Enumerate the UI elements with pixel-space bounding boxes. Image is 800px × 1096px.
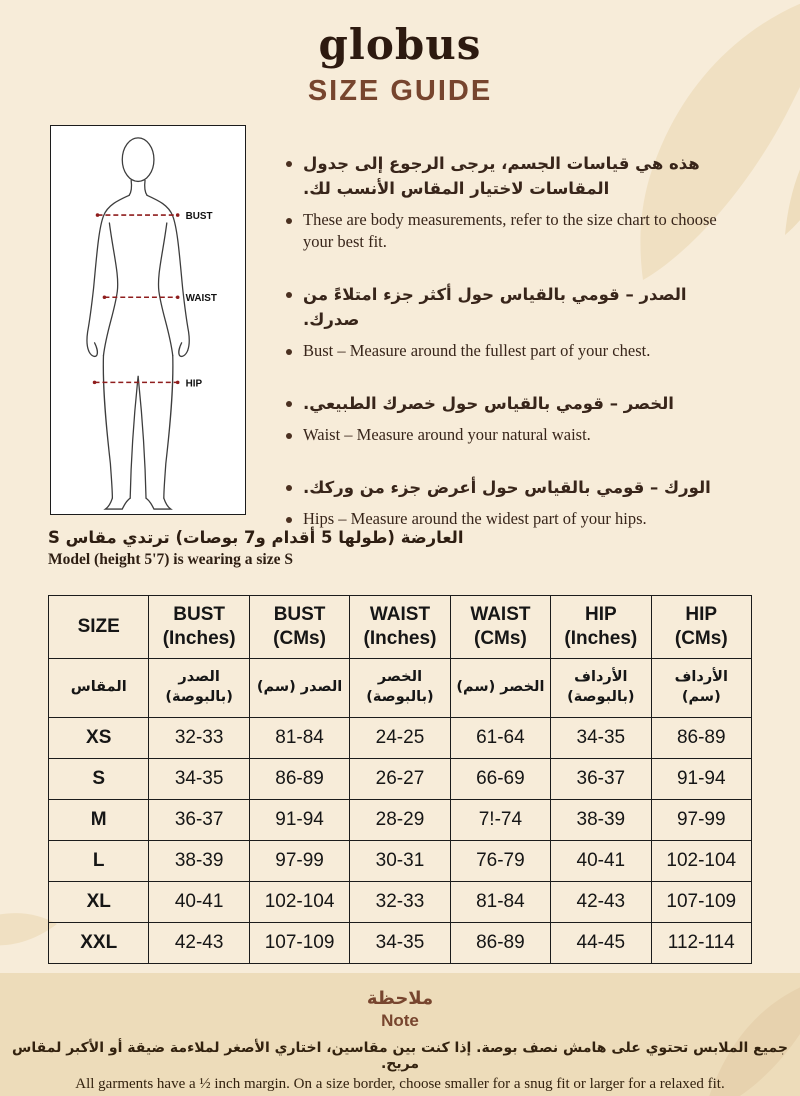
header-line: BUST (173, 604, 225, 626)
col-header-waist-cms-ar: الخصر (سم) (450, 659, 550, 718)
instruction-line (286, 340, 734, 362)
col-header-waist-inches (350, 596, 450, 659)
value-cell: 36-37 (149, 800, 249, 841)
value-cell: 34-35 (350, 923, 450, 964)
measurement-instructions (286, 152, 734, 560)
col-header-hip-inches (551, 596, 651, 659)
note-title-english: Note (381, 1011, 419, 1030)
instruction-line (286, 424, 734, 446)
bust-label: BUST (185, 211, 213, 223)
instruction-group-waist (286, 392, 734, 446)
instruction-line (286, 209, 734, 254)
bullet-icon (286, 485, 292, 491)
value-cell: 32-33 (149, 718, 249, 759)
value-cell: 30-31 (350, 841, 450, 882)
table-row-m (49, 800, 752, 841)
col-header-hip-cms (651, 596, 751, 659)
value-cell: 40-41 (149, 882, 249, 923)
value-cell: 42-43 (149, 923, 249, 964)
value-cell: 24-25 (350, 718, 450, 759)
header-line: WAIST (369, 604, 431, 626)
header-line: BUST (273, 604, 326, 626)
value-cell: 97-99 (249, 841, 349, 882)
value-cell: 32-33 (350, 882, 450, 923)
col-header-waist-cms (450, 596, 550, 659)
table-header-arabic (49, 659, 752, 718)
table-row-l (49, 841, 752, 882)
value-cell: 86-89 (450, 923, 550, 964)
header-line: (CMs) (674, 628, 728, 649)
table-row-xxl (49, 923, 752, 964)
col-header-hip-cms-ar: الأرداف (سم) (651, 659, 751, 718)
col-header-waist-inches-ar: الخصر (بالبوصة) (350, 659, 450, 718)
header-line: WAIST (470, 604, 531, 626)
bullet-icon (286, 349, 292, 355)
size-chart-table (48, 595, 752, 964)
bullet-icon (286, 161, 292, 167)
note-title-arabic: ملاحظة (366, 988, 434, 1009)
value-cell: 91-94 (651, 759, 751, 800)
table-row-xl (49, 882, 752, 923)
instruction-line (286, 152, 734, 202)
table-row-s (49, 759, 752, 800)
model-size-note (48, 528, 464, 569)
value-cell: 61-64 (450, 718, 550, 759)
value-cell: 112-114 (651, 923, 751, 964)
value-cell: 42-43 (551, 882, 651, 923)
value-cell: 76-79 (450, 841, 550, 882)
instruction-group-bust (286, 283, 734, 362)
value-cell: 34-35 (551, 718, 651, 759)
note-content (0, 973, 800, 1093)
instruction-group-general (286, 152, 734, 253)
value-cell: 44-45 (551, 923, 651, 964)
model-note-english: Model (height 5'7) is wearing a size S (48, 551, 293, 568)
value-cell: 34-35 (149, 759, 249, 800)
instruction-line (286, 392, 734, 417)
instruction-arabic: الصدر – قومي بالقياس حول أكثر جزء امتلاءً من صدرك. (303, 285, 687, 329)
value-cell: 97-99 (651, 800, 751, 841)
header-line: (Inches) (564, 628, 638, 649)
page-header (0, 0, 800, 108)
header-line: (CMs) (273, 628, 326, 649)
col-header-bust-cms (249, 596, 349, 659)
col-header-hip-inches-ar: الأرداف (بالبوصة) (551, 659, 651, 718)
col-header-size-ar: المقاس (49, 659, 149, 718)
body-measurement-diagram (50, 125, 246, 515)
value-cell: 40-41 (551, 841, 651, 882)
header-line: HIP (685, 604, 718, 626)
brand-logo: globus (318, 20, 482, 69)
hip-label: HIP (185, 378, 203, 390)
note-body-english: All garments have a ½ inch margin. On a size border, choose smaller for a snug fit or larger for a relaxed fit. (75, 1076, 725, 1092)
size-cell: S (49, 759, 149, 800)
value-cell: 7!-74 (450, 800, 550, 841)
value-cell: 102-104 (651, 841, 751, 882)
size-cell: XXL (49, 923, 149, 964)
value-cell: 81-84 (450, 882, 550, 923)
instruction-english: Hips – Measure around the widest part of your hips. (303, 508, 647, 528)
bullet-icon (286, 517, 292, 523)
value-cell: 36-37 (551, 759, 651, 800)
header-line: (Inches) (363, 628, 437, 649)
waist-label: WAIST (185, 293, 217, 305)
col-header-bust-cms-ar: الصدر (سم) (249, 659, 349, 718)
table-header-english (49, 596, 752, 659)
instruction-arabic: الورك – قومي بالقياس حول أعرض جزء من وركك. (303, 477, 711, 497)
value-cell: 107-109 (651, 882, 751, 923)
note-section (0, 973, 800, 1096)
bullet-icon (286, 218, 292, 224)
value-cell: 38-39 (149, 841, 249, 882)
instruction-english: These are body measurements, refer to the size chart to choose your best fit. (303, 209, 717, 251)
col-header-bust-inches (149, 596, 249, 659)
size-cell: XS (49, 718, 149, 759)
instruction-group-hip (286, 476, 734, 530)
page-title: SIZE GUIDE (307, 75, 493, 107)
size-cell: L (49, 841, 149, 882)
value-cell: 81-84 (249, 718, 349, 759)
header-line: SIZE (77, 616, 120, 638)
value-cell: 28-29 (350, 800, 450, 841)
bullet-icon (286, 433, 292, 439)
instruction-line (286, 508, 734, 530)
value-cell: 86-89 (651, 718, 751, 759)
value-cell: 26-27 (350, 759, 450, 800)
bullet-icon (286, 401, 292, 407)
value-cell: 66-69 (450, 759, 550, 800)
note-body-arabic: جميع الملابس تحتوي على هامش نصف بوصة. إذا كنت بين مقاسين، اختاري الأصغر لملاءمة ضيقة أو الأكبر لمقاس مريح. (12, 1040, 788, 1072)
instruction-english: Waist – Measure around your natural waist. (303, 424, 591, 444)
size-cell: M (49, 800, 149, 841)
col-header-size (49, 596, 149, 659)
value-cell: 38-39 (551, 800, 651, 841)
col-header-bust-inches-ar: الصدر (بالبوصة) (149, 659, 249, 718)
instruction-line (286, 283, 734, 333)
body-outline-illustration (51, 126, 245, 514)
value-cell: 91-94 (249, 800, 349, 841)
header-line: HIP (584, 604, 617, 626)
value-cell: 86-89 (249, 759, 349, 800)
value-cell: 107-109 (249, 923, 349, 964)
instruction-line (286, 476, 734, 501)
instruction-arabic: الخصر – قومي بالقياس حول خصرك الطبيعي. (303, 393, 674, 413)
table-row-xs (49, 718, 752, 759)
instruction-english: Bust – Measure around the fullest part of your chest. (303, 340, 651, 360)
bullet-icon (286, 292, 292, 298)
size-cell: XL (49, 882, 149, 923)
header-line: (Inches) (162, 628, 236, 649)
value-cell: 102-104 (249, 882, 349, 923)
instruction-arabic: هذه هي قياسات الجسم، يرجى الرجوع إلى جدول المقاسات لاختيار المقاس الأنسب لك. (303, 154, 700, 198)
header-line: (CMs) (474, 628, 527, 649)
model-note-arabic: العارضة (طولها 5 أقدام و7 بوصات) ترتدي مقاس S (48, 528, 464, 547)
